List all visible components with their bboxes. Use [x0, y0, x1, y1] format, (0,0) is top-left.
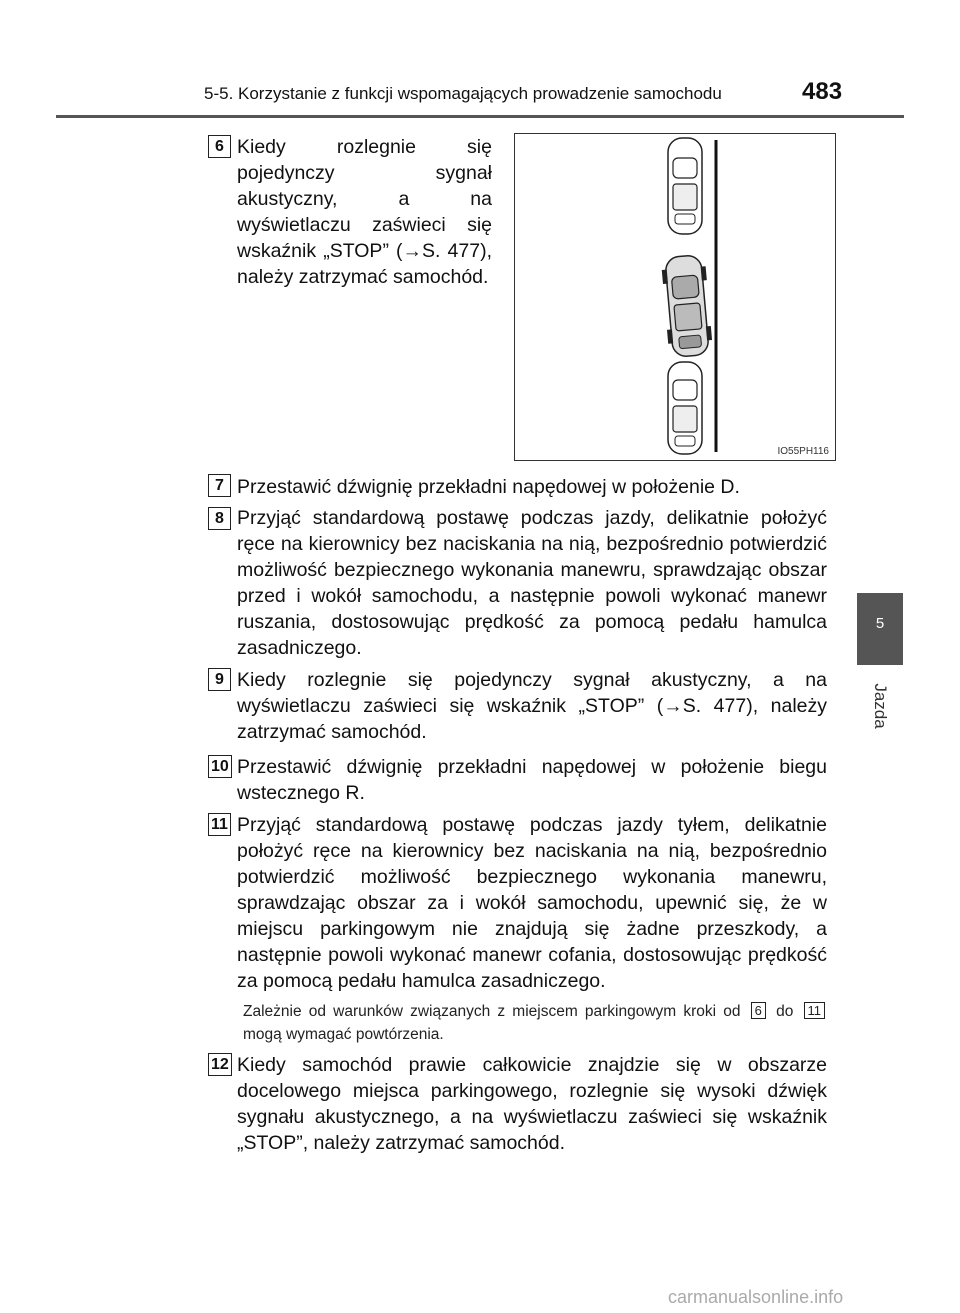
step-text-11: Przyjąć standardową postawę podczas jazdy tyłem, delikatnie położyć ręce na kierownicy bez naciskania na nią, bezpośrednio potwierdzić możliwość bezpiecznego wykonania manewru, sprawdzając obszar za i wokół samochodu, upewnić się, że w miejscu parkingowym nie znajdują się żadne przeszkody, a następnie powoli wykonać manewr cofania, dostosowując prędkość za pomocą pedału hamulca zasadniczego.: [237, 814, 827, 992]
note-badge-from: 6: [751, 1002, 766, 1019]
note-text-before: Zależnie od warunków związanych z miejscem parkingowym kroki od: [243, 1003, 741, 1020]
step-badge-8: 8: [208, 507, 231, 530]
header-title: 5-5. Korzystanie z funkcji wspomagających prowadzenie samochodu: [204, 84, 722, 103]
step-text-12: Kiedy samochód prawie całkowicie znajdzie się w obszarze docelowego miejsca parkingowego, rozlegnie się wysoki dźwięk sygnału akustycznego, a na wyświetlaczu zaświeci się wskaźnik „STOP”, należy zatrzymać samochód.: [237, 1054, 827, 1154]
step-badge-10: 10: [208, 755, 232, 778]
note-badge-to: 11: [804, 1002, 826, 1019]
step-text-6: Kiedy rozlegnie się pojedynczy sygnał akustyczny, a na wyświetlaczu zaświeci się wskaźnik „STOP” (→S. 477), należy zatrzymać samochód.: [237, 136, 492, 288]
parked-car-front: [668, 138, 702, 234]
ego-car: [661, 254, 714, 357]
chapter-label: Jazda: [871, 683, 890, 729]
parking-car-diagram-icon: [515, 134, 835, 460]
page-number: 483: [802, 78, 843, 105]
step-text-9: Kiedy rozlegnie się pojedynczy sygnał akustyczny, a na wyświetlaczu zaświeci się wskaźnik „STOP” (→S. 477), należy zatrzymać samochód.: [237, 669, 827, 743]
step-badge-7: 7: [208, 474, 231, 497]
step-badge-9: 9: [208, 668, 231, 691]
step-badge-6: 6: [208, 135, 231, 158]
chapter-tab: [857, 593, 903, 665]
parking-figure: [514, 133, 836, 461]
step-text-10: Przestawić dźwignię przekładni napędowej w położenie biegu wstecznego R.: [237, 756, 827, 804]
step-text-8: Przyjąć standardową postawę podczas jazdy, delikatnie położyć ręce na kierownicy bez naciskania na nią, bezpośrednio potwierdzić możliwość bezpiecznego wykonania manewru, sprawdzając obszar przed i wokół samochodu, a następnie powoli wykonać manewr ruszania, dostosowując prędkość za pomocą pedału hamulca zasadniczego.: [237, 507, 827, 659]
figure-code: IO55PH116: [777, 446, 829, 457]
step-badge-12: 12: [208, 1053, 232, 1076]
note-text-middle: do: [776, 1003, 794, 1020]
parked-car-rear: [668, 362, 702, 454]
step-text-7: Przestawić dźwignię przekładni napędowej w położenie D.: [237, 476, 740, 498]
repeat-note: [243, 1000, 828, 1046]
step-badge-11: 11: [208, 813, 231, 836]
header-rule: [56, 115, 904, 118]
watermark: carmanualsonline.info: [668, 1287, 844, 1307]
chapter-number: 5: [875, 615, 885, 632]
note-text-after: mogą wymagać powtórzenia.: [243, 1026, 444, 1043]
